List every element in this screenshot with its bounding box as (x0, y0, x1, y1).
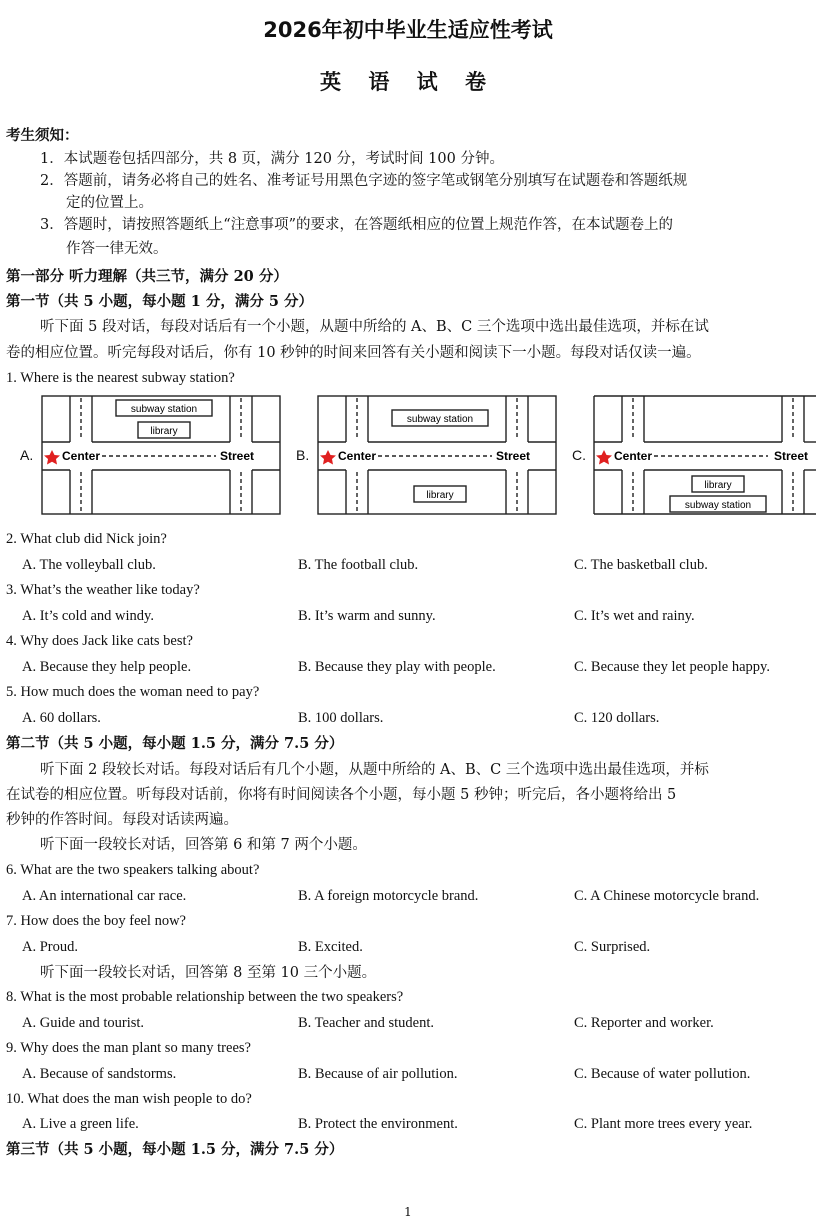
question-10: 10. What does the man wish people to do? (6, 1091, 252, 1107)
notice-item-3: 3．答题时，请按照答题纸上“注意事项”的要求，在答题纸相应的位置上规范作答，在本试题卷上的 (40, 217, 674, 233)
section2-instructions-3: 秒钟的作答时间。每段对话读两遍。 (6, 812, 238, 828)
map-label-library: library (426, 490, 454, 501)
map-street-right: Street (496, 449, 531, 463)
map-label-subway: subway station (684, 500, 752, 511)
q10-option-c: C. Plant more trees every year. (574, 1116, 753, 1132)
q5-option-c: C. 120 dollars. (574, 710, 660, 726)
map-option-c (572, 390, 816, 524)
map-label-library: library (150, 426, 178, 437)
map-street-left: Center (338, 449, 377, 463)
question-3: 3. What’s the weather like today? (6, 582, 200, 598)
q9-option-b: B. Because of air pollution. (298, 1066, 458, 1082)
question-6: 6. What are the two speakers talking about? (6, 862, 260, 878)
map-street-left: Center (62, 449, 101, 463)
star-icon (44, 450, 60, 465)
map-street-left: Center (614, 449, 653, 463)
section2-title: 第二节（共 5 小题，每小题 1.5 分，满分 7.5 分） (6, 735, 344, 752)
q9-option-a: A. Because of sandstorms. (22, 1066, 177, 1082)
q10-option-a: A. Live a green life. (22, 1116, 139, 1132)
q8-option-a: A. Guide and tourist. (22, 1015, 145, 1031)
page-number: 1 (404, 1205, 412, 1219)
q7-option-a: A. Proud. (22, 939, 78, 955)
map-street-right: Street (220, 449, 255, 463)
q3-option-c: C. It’s wet and rainy. (574, 608, 695, 624)
exam-subtitle: 英 语 试 卷 (320, 70, 496, 94)
q9-option-c: C. Because of water pollution. (574, 1066, 751, 1082)
q2-option-a: A. The volleyball club. (22, 557, 156, 573)
map-letter: B. (296, 447, 310, 463)
section2-note-1: 听下面一段较长对话，回答第 6 和第 7 两个小题。 (40, 837, 367, 853)
star-icon (596, 450, 612, 465)
section2-note-2: 听下面一段较长对话，回答第 8 至第 10 三个小题。 (40, 965, 377, 981)
q8-option-b: B. Teacher and student. (298, 1015, 435, 1031)
map-label-library: library (704, 480, 732, 491)
map-label-subway: subway station (130, 404, 198, 415)
section1-instructions-2: 卷的相应位置。听完每段对话后，你有 10 秒钟的时间来回答有关小题和阅读下一小题。每段对话仅读一遍。 (6, 345, 701, 361)
question-4: 4. Why does Jack like cats best? (6, 633, 193, 649)
q2-option-c: C. The basketball club. (574, 557, 708, 573)
q5-option-a: A. 60 dollars. (22, 710, 101, 726)
notice-item-1: 1．本试题卷包括四部分，共 8 页，满分 120 分，考试时间 100 分钟。 (40, 151, 504, 167)
map-option-b (296, 390, 558, 524)
map-label-subway: subway station (406, 414, 474, 425)
q6-option-a: A. An international car race. (22, 888, 187, 904)
question-7: 7. How does the boy feel now? (6, 913, 186, 929)
question-8: 8. What is the most probable relationship between the two speakers? (6, 989, 404, 1005)
map-letter: C. (572, 447, 586, 463)
q4-option-b: B. Because they play with people. (298, 659, 496, 675)
question-2: 2. What club did Nick join? (6, 531, 167, 547)
map-letter: A. (20, 447, 34, 463)
star-icon (320, 450, 336, 465)
q4-option-c: C. Because they let people happy. (574, 659, 770, 675)
q6-option-c: C. A Chinese motorcycle brand. (574, 888, 760, 904)
notice-item-2: 2．答题前，请务必将自己的姓名、准考证号用黑色字迹的签字笔或钢笔分别填写在试题卷和答题纸规 (40, 173, 688, 189)
part1-title: 第一部分 听力理解（共三节，满分 20 分） (6, 268, 288, 285)
q6-option-b: B. A foreign motorcycle brand. (298, 888, 479, 904)
q5-option-b: B. 100 dollars. (298, 710, 384, 726)
section3-title: 第三节（共 5 小题，每小题 1.5 分，满分 7.5 分） (6, 1141, 344, 1158)
map-option-a (20, 390, 282, 524)
notice-item-3-cont: 作答一律无效。 (66, 241, 168, 257)
section2-instructions-1: 听下面 2 段较长对话。每段对话后有几个小题，从题中所给的 A、B、C 三个选项中选出最佳选项，并标 (40, 762, 709, 778)
q7-option-c: C. Surprised. (574, 939, 651, 955)
q3-option-a: A. It’s cold and windy. (22, 608, 154, 624)
q4-option-a: A. Because they help people. (22, 659, 192, 675)
exam-title: 2026年初中毕业生适应性考试 (263, 18, 553, 42)
q10-option-b: B. Protect the environment. (298, 1116, 458, 1132)
q2-option-b: B. The football club. (298, 557, 419, 573)
q3-option-b: B. It’s warm and sunny. (298, 608, 436, 624)
question-1: 1. Where is the nearest subway station? (6, 370, 235, 386)
notice-item-2-cont: 定的位置上。 (66, 195, 153, 211)
section2-instructions-2: 在试卷的相应位置。听每段对话前，你将有时间阅读各个小题，每小题 5 秒钟；听完后，各小题将给出 5 (6, 787, 677, 803)
section1-instructions-1: 听下面 5 段对话，每段对话后有一个小题，从题中所给的 A、B、C 三个选项中选出最佳选项，并标在试 (40, 319, 709, 335)
map-street-right: Street (774, 449, 809, 463)
question-5: 5. How much does the woman need to pay? (6, 684, 260, 700)
question-9: 9. Why does the man plant so many trees? (6, 1040, 251, 1056)
notice-heading: 考生须知： (6, 127, 79, 144)
q7-option-b: B. Excited. (298, 939, 363, 955)
section1-title: 第一节（共 5 小题，每小题 1 分，满分 5 分） (6, 293, 314, 310)
q8-option-c: C. Reporter and worker. (574, 1015, 714, 1031)
